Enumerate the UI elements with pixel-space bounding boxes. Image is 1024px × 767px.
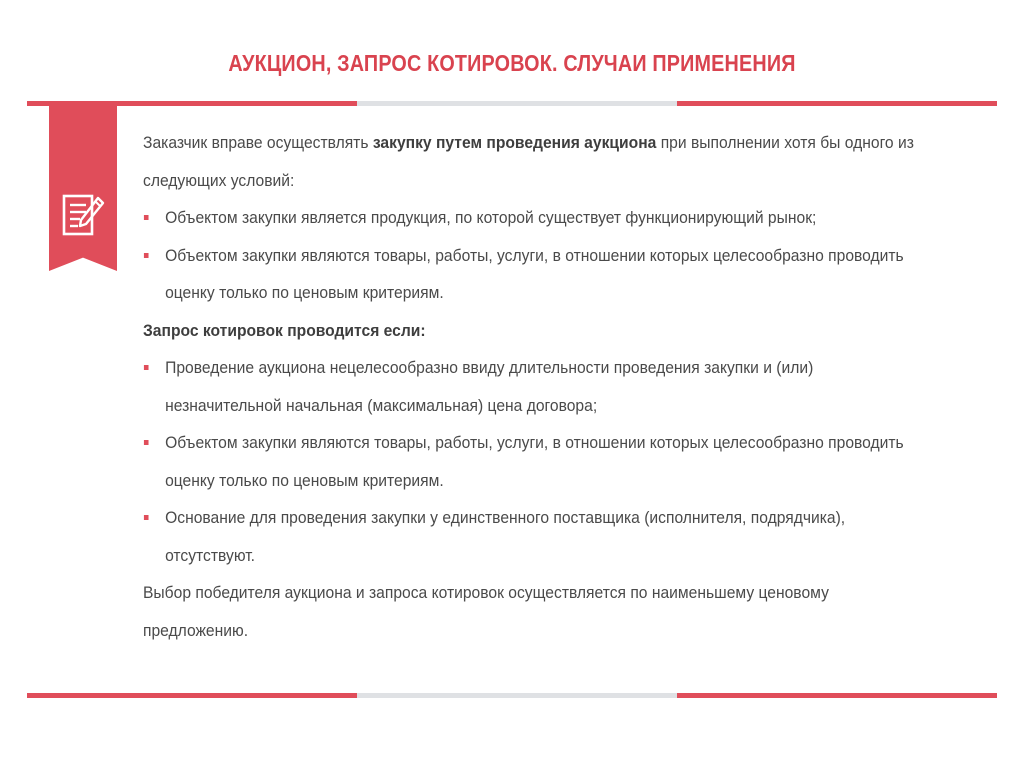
auction-condition-2-cont: оценку только по ценовым критериям. bbox=[165, 283, 444, 302]
bullet-marker bbox=[144, 215, 149, 220]
quotation-condition-3-cont: отсутствуют. bbox=[165, 545, 255, 565]
intro-line-1: Заказчик вправе осуществлять закупку путем проведения аукциона при выполнении хотя бы одного из bbox=[143, 133, 914, 152]
quotation-heading: Запрос котировок проводится если: bbox=[143, 320, 426, 340]
slide-title: АУКЦИОН, ЗАПРОС КОТИРОВОК. СЛУЧАИ ПРИМЕНЕНИЯ bbox=[228, 50, 796, 76]
quotation-condition-2: Объектом закупки являются товары, работы, услуги, в отношении которых целесообразно проводить bbox=[143, 424, 909, 462]
quotation-condition-1-cont: незначительной начальная (максимальная) цена договора; bbox=[165, 395, 598, 415]
auction-condition-1: Объектом закупки является продукция, по которой существует функционирующий рынок; bbox=[143, 199, 909, 237]
intro-line-2: следующих условий: bbox=[143, 170, 295, 190]
bullet-marker bbox=[144, 440, 149, 445]
auction-condition-2: Объектом закупки являются товары, работы, услуги, в отношении которых целесообразно проводить bbox=[143, 237, 909, 275]
bullet-marker bbox=[144, 365, 149, 370]
bullet-marker bbox=[144, 515, 149, 520]
quotation-condition-1: Проведение аукциона нецелесообразно ввиду длительности проведения закупки и (или) bbox=[143, 349, 909, 387]
conclusion-line-2: предложению. bbox=[143, 620, 249, 640]
bookmark-ribbon bbox=[49, 104, 117, 271]
bullet-marker bbox=[144, 253, 149, 258]
quotation-condition-3: Основание для проведения закупки у единственного поставщика (исполнителя, подрядчика), bbox=[143, 499, 909, 537]
conclusion-line-1: Выбор победителя аукциона и запроса котировок осуществляется по наименьшему ценовому bbox=[143, 583, 829, 602]
slide-body bbox=[143, 124, 976, 649]
intro-bold-text: закупку путем проведения аукциона bbox=[372, 133, 657, 152]
document-edit-icon bbox=[62, 192, 106, 244]
bottom-divider bbox=[27, 693, 997, 698]
quotation-condition-2-cont: оценку только по ценовым критериям. bbox=[165, 470, 444, 490]
top-divider bbox=[27, 101, 997, 106]
